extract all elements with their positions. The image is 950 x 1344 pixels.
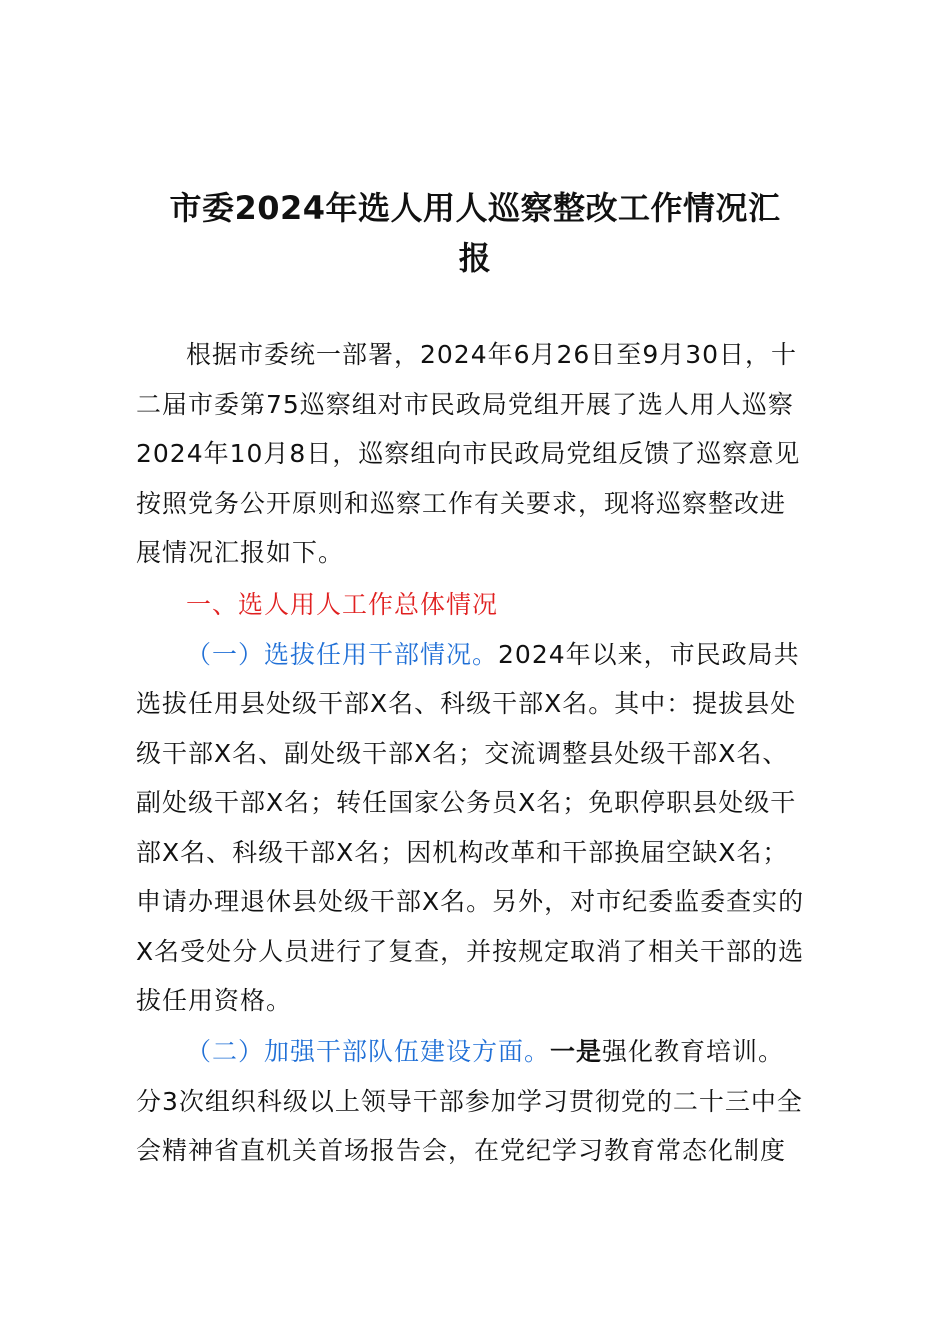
- sub1-line-8: 拔任用资格。: [136, 986, 293, 1015]
- sub1-line-2: 选拔任用县处级干部X名、科级干部X名。其中：提拔县处: [136, 689, 797, 718]
- sub1-line-7: X名受处分人员进行了复查，并按规定取消了相关干部的选: [136, 937, 805, 966]
- document-title: [120, 183, 830, 283]
- sub1-label: （一）选拔任用干部情况。: [186, 640, 499, 669]
- sub1-line-6: 申请办理退休县处级干部X名。另外，对市纪委监委查实的: [136, 887, 805, 916]
- para1-line-5: 展情况汇报如下。: [136, 538, 345, 567]
- para1-line-2: 二届市委第75巡察组对市民政局党组开展了选人用人巡察: [136, 390, 794, 419]
- sub2-bold-lead: 一是: [550, 1037, 603, 1066]
- sub1-first-rest: 2024年以来，市民政局共: [498, 640, 800, 669]
- sub1-line-4: 副处级干部X名；转任国家公务员X名；免职停职县处级干: [136, 788, 797, 817]
- sub2-first-rest: 强化教育培训。: [602, 1037, 785, 1066]
- para1-line-3: 2024年10月8日，巡察组向市民政局党组反馈了巡察意见: [136, 439, 801, 468]
- para1-line-4: 按照党务公开原则和巡察工作有关要求，现将巡察整改进: [136, 489, 787, 518]
- title-line-2: 报: [458, 239, 492, 277]
- title-line-1: 市委2024年选人用人巡察整改工作情况汇: [169, 189, 781, 227]
- sub1-line-1: [186, 638, 800, 672]
- sub2-label: （二）加强干部队伍建设方面。: [186, 1037, 551, 1066]
- sub1-line-5: 部X名、科级干部X名；因机构改革和干部换届空缺X名；: [136, 838, 789, 867]
- sub2-line-1: [186, 1035, 784, 1069]
- sub2-line-2: 分3次组织科级以上领导干部参加学习贯彻党的二十三中全: [136, 1087, 803, 1116]
- para1-line-1: 根据市委统一部署，2024年6月26日至9月30日，十: [186, 340, 798, 369]
- section-heading-1: 一、选人用人工作总体情况: [186, 590, 499, 619]
- sub1-line-3: 级干部X名、副处级干部X名；交流调整县处级干部X名、: [136, 739, 789, 768]
- sub2-line-3: 会精神省直机关首场报告会，在党纪学习教育常态化制度: [136, 1136, 787, 1165]
